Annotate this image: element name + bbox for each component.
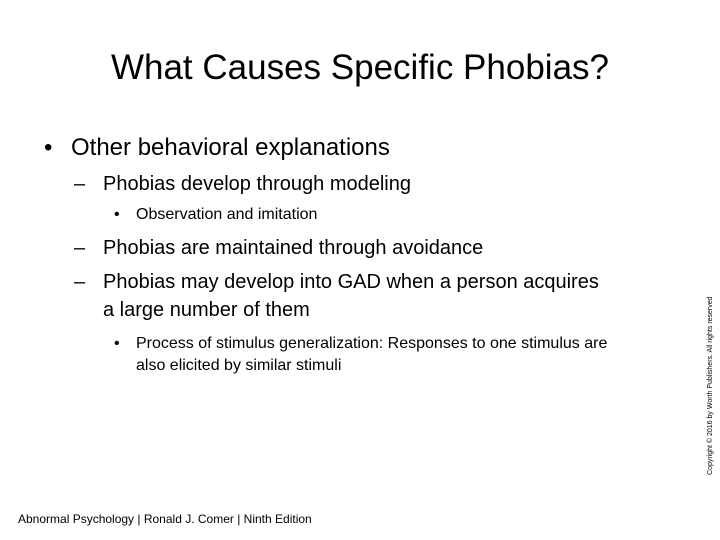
bullet-other-behavioral-explanations	[44, 133, 390, 163]
copyright-notice: Copyright © 2016 by Worth Publishers. All rights reserved	[707, 296, 714, 475]
sub-bullet-text: Phobias develop through modeling	[103, 173, 411, 195]
dash-marker: –	[74, 271, 86, 293]
sub-bullet-text: Phobias are maintained through avoidance	[103, 237, 484, 259]
bullet-text: Other behavioral explanations	[71, 134, 390, 161]
sub-bullet-text: Phobias may develop into GAD when a person acquires a large number of them	[103, 271, 599, 321]
sub-sub-bullet-generalization	[114, 333, 626, 377]
sub-bullet-gad	[74, 268, 613, 324]
bullet-marker: •	[114, 335, 120, 352]
sub-bullet-avoidance	[74, 234, 623, 262]
dash-marker: –	[74, 173, 86, 195]
footer-citation: Abnormal Psychology | Ronald J. Comer | Ninth Edition	[18, 512, 312, 526]
dash-marker: –	[74, 237, 86, 259]
sub-bullet-modeling	[74, 170, 623, 198]
slide-title: What Causes Specific Phobias?	[110, 48, 610, 87]
sub-sub-bullet-observation	[114, 204, 626, 226]
sub-sub-bullet-text: Process of stimulus generalization: Responses to one stimulus are also elicited by similar stimuli	[136, 335, 608, 374]
bullet-marker: •	[114, 206, 120, 223]
bullet-marker: •	[44, 134, 53, 161]
sub-sub-bullet-text: Observation and imitation	[136, 206, 318, 223]
